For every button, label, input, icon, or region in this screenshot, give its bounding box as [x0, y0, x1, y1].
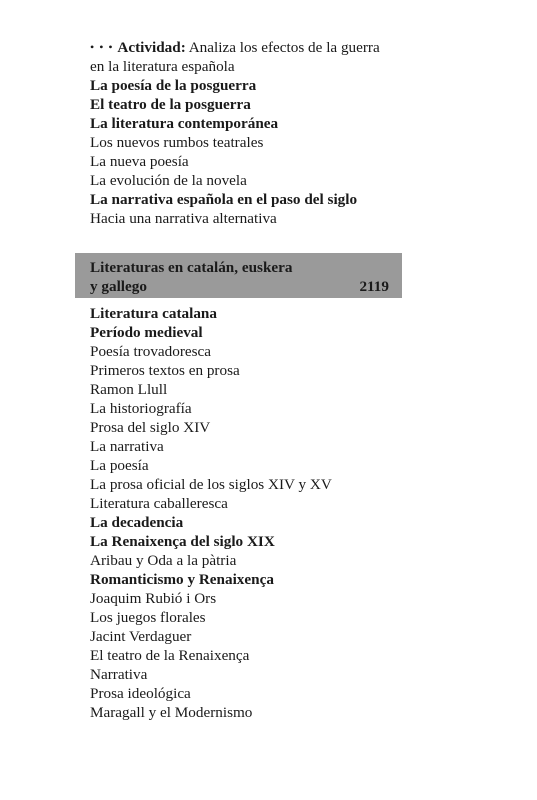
- bottom-toc-list: [90, 304, 410, 722]
- toc-entry: Literatura catalana: [90, 305, 217, 322]
- section-page-number: 2119: [359, 278, 389, 295]
- toc-entry: La Renaixença del siglo XIX: [90, 533, 275, 550]
- bottom-toc-block: [90, 304, 410, 722]
- activity-line: [90, 38, 410, 57]
- section-title: [90, 258, 292, 296]
- toc-entry: La narrativa española en el paso del siglo: [90, 191, 358, 208]
- top-toc-block: [90, 38, 410, 228]
- toc-entry: La poesía: [90, 457, 149, 474]
- top-toc-list: [90, 76, 410, 228]
- toc-entry: Período medieval: [90, 324, 203, 341]
- toc-entry: La literatura contemporánea: [90, 115, 279, 132]
- toc-entry: La poesía de la posguerra: [90, 77, 257, 94]
- toc-entry: La historiografía: [90, 400, 192, 417]
- toc-entry: Maragall y el Modernismo: [90, 704, 253, 721]
- toc-entry: Jacint Verdaguer: [90, 628, 192, 645]
- toc-entry: Los juegos florales: [90, 609, 206, 626]
- toc-entry: El teatro de la Renaixença: [90, 647, 250, 664]
- section-header-bar: [75, 253, 402, 298]
- toc-entry: Primeros textos en prosa: [90, 362, 240, 379]
- toc-entry: Ramon Llull: [90, 381, 168, 398]
- toc-entry: La decadencia: [90, 514, 184, 531]
- toc-entry: La evolución de la novela: [90, 172, 247, 189]
- section-title-line1: Literaturas en catalán, euskera: [90, 259, 293, 276]
- toc-entry: Hacia una narrativa alternativa: [90, 210, 277, 227]
- toc-entry: Romanticismo y Renaixença: [90, 571, 274, 588]
- toc-entry: El teatro de la posguerra: [90, 96, 251, 113]
- bullet-dots-icon: • • •: [90, 40, 114, 54]
- activity-label: Actividad:: [117, 39, 186, 56]
- toc-entry: Prosa ideológica: [90, 685, 191, 702]
- toc-entry: Poesía trovadoresca: [90, 343, 212, 360]
- toc-entry: Literatura caballeresca: [90, 495, 228, 512]
- section-title-line2: y gallego: [90, 278, 147, 295]
- activity-text: Analiza los efectos de la guerra: [188, 39, 380, 56]
- activity-text-cont: en la literatura española: [90, 58, 235, 75]
- toc-entry: Narrativa: [90, 666, 148, 683]
- toc-entry: Los nuevos rumbos teatrales: [90, 134, 264, 151]
- toc-entry: La nueva poesía: [90, 153, 189, 170]
- toc-entry: Aribau y Oda a la pàtria: [90, 552, 237, 569]
- toc-entry: La narrativa: [90, 438, 164, 455]
- toc-entry: La prosa oficial de los siglos XIV y XV: [90, 476, 332, 493]
- toc-entry: Prosa del siglo XIV: [90, 419, 211, 436]
- toc-entry: Joaquim Rubió i Ors: [90, 590, 217, 607]
